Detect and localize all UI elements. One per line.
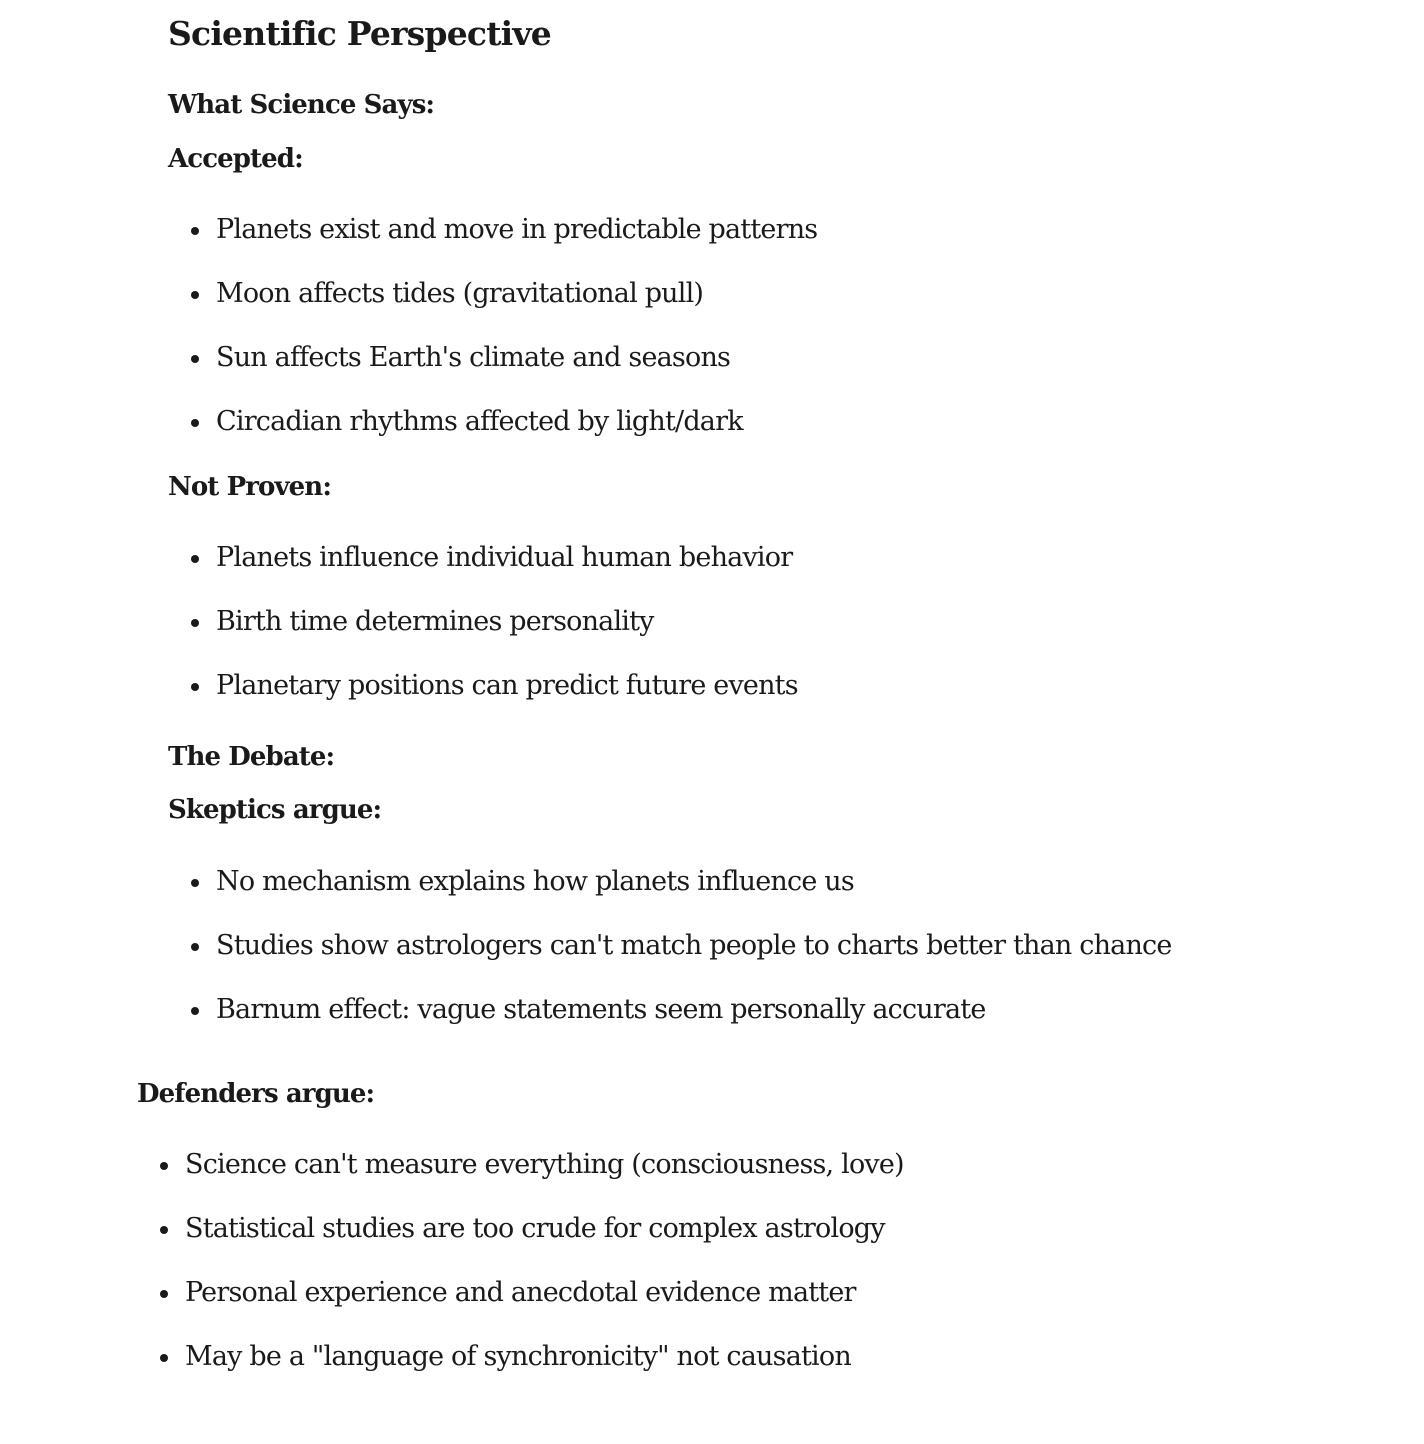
list-item: No mechanism explains how planets influence us [168, 850, 1368, 914]
not-proven-list-block [168, 526, 1368, 718]
list-item: Planetary positions can predict future events [168, 654, 1368, 718]
debate-heading: The Debate: [168, 742, 335, 772]
title-block [168, 14, 1368, 54]
skeptics-block [168, 794, 1368, 828]
list-item: Statistical studies are too crude for complex astrology [137, 1197, 1337, 1261]
accepted-list-block [168, 198, 1368, 454]
list-item: Barnum effect: vague statements seem personally accurate [168, 978, 1368, 1042]
list-item: Science can't measure everything (consciousness, love) [137, 1133, 1337, 1197]
list-item: Planets influence individual human behavior [168, 526, 1368, 590]
not-proven-list [168, 526, 1368, 718]
accepted-list [168, 198, 1368, 454]
what-science-says-heading: What Science Says: [168, 90, 435, 120]
list-item: Planets exist and move in predictable patterns [168, 198, 1368, 262]
defenders-list-block [137, 1133, 1337, 1389]
list-item: Birth time determines personality [168, 590, 1368, 654]
list-item: Studies show astrologers can't match people to charts better than chance [168, 914, 1368, 978]
list-item: Sun affects Earth's climate and seasons [168, 326, 1368, 390]
skeptics-list-block [168, 850, 1368, 1042]
defenders-block [137, 1078, 1337, 1112]
accepted-heading: Accepted: [168, 144, 303, 174]
what-science-says-block [168, 89, 1368, 123]
accepted-block [168, 143, 1368, 177]
list-item: Personal experience and anecdotal evidence matter [137, 1261, 1337, 1325]
not-proven-heading: Not Proven: [168, 472, 332, 502]
page-title: Scientific Perspective [168, 14, 551, 53]
list-item: Moon affects tides (gravitational pull) [168, 262, 1368, 326]
defenders-heading: Defenders argue: [137, 1079, 375, 1109]
not-proven-block [168, 471, 1368, 505]
skeptics-heading: Skeptics argue: [168, 795, 382, 825]
debate-block [168, 741, 1368, 775]
list-item: Circadian rhythms affected by light/dark [168, 390, 1368, 454]
list-item: May be a "language of synchronicity" not causation [137, 1325, 1337, 1389]
defenders-list [137, 1133, 1337, 1389]
skeptics-list [168, 850, 1368, 1042]
